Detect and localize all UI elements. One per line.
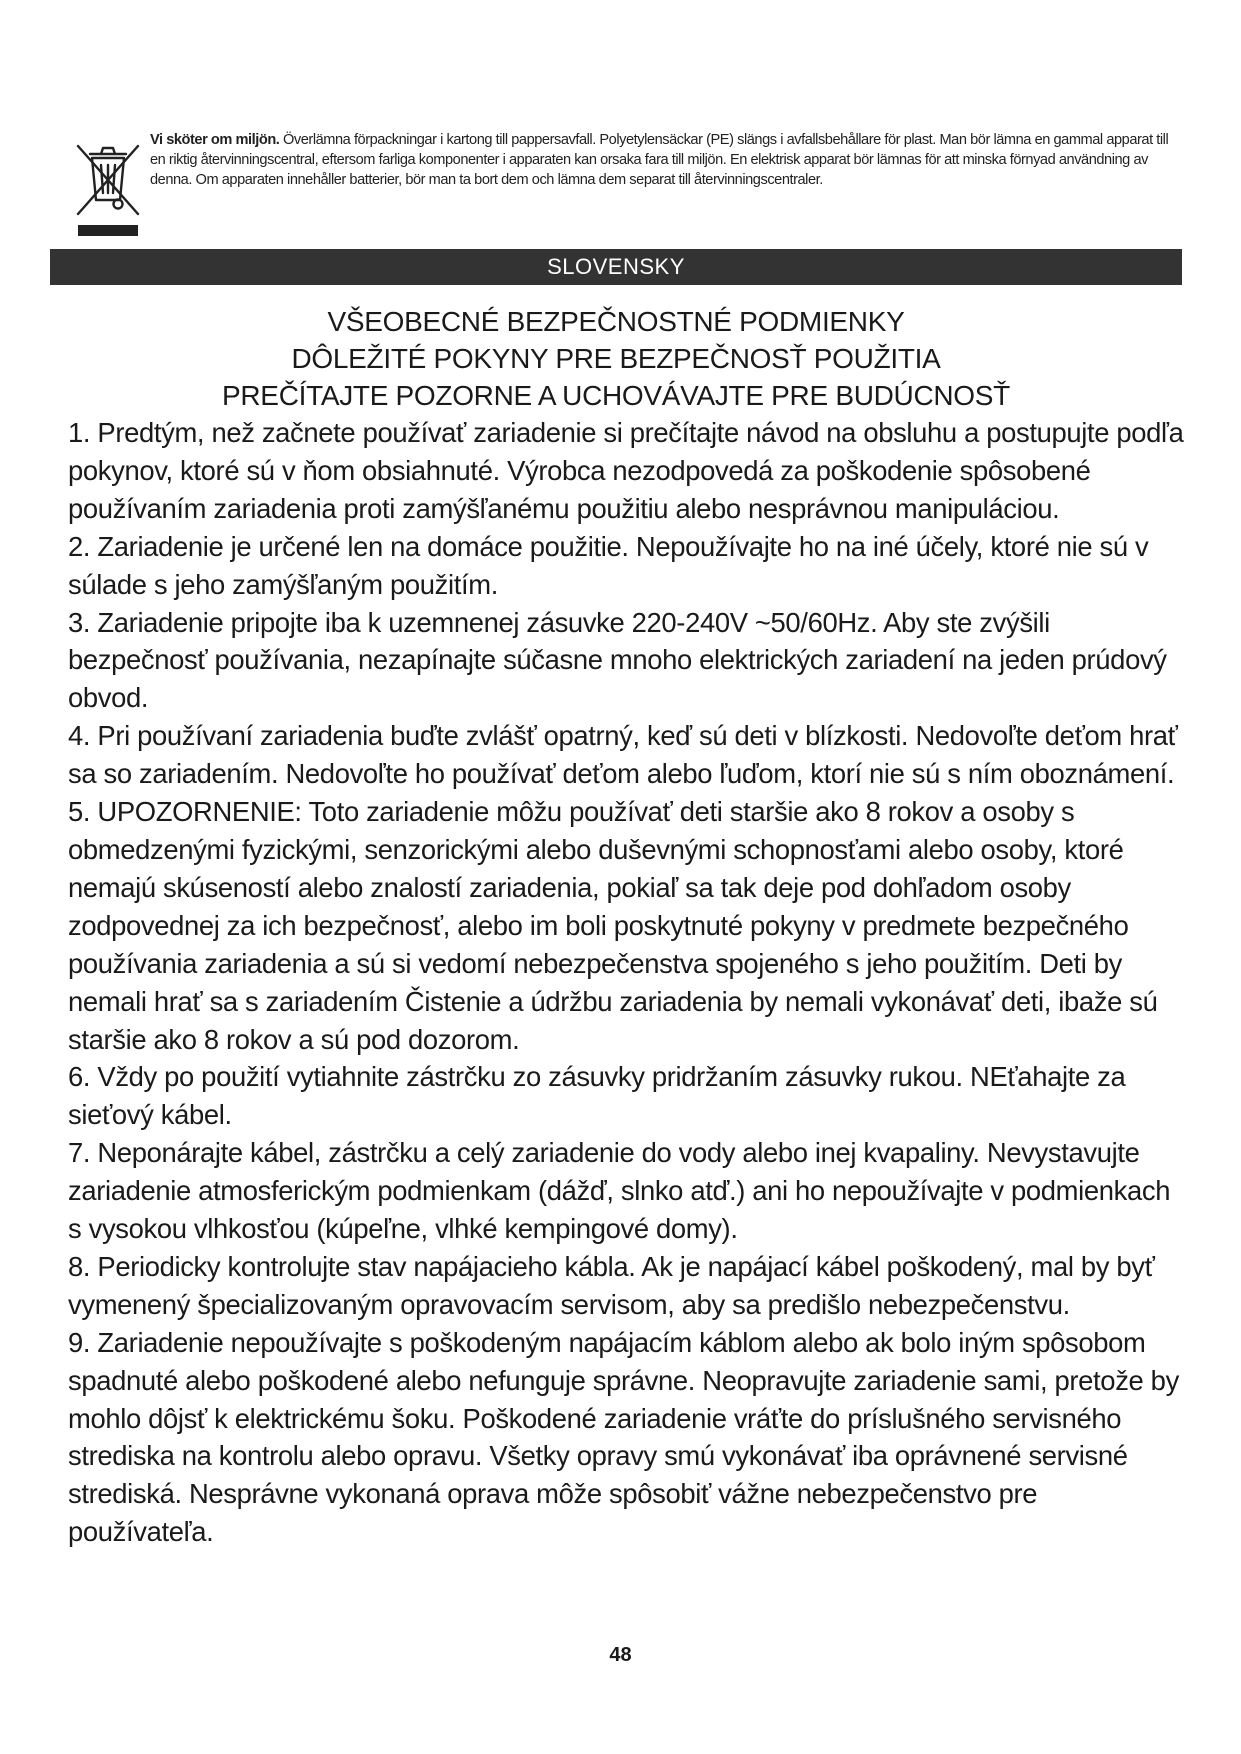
heading-general-safety: VŠEOBECNÉ BEZPEČNOSTNÉ PODMIENKY [327, 306, 905, 337]
safety-item: 1. Predtým, než začnete používať zariadenie si prečítajte návod na obsluhu a postupujte podľa pokynov, ktoré sú v ňom obsiahnuté. Výrobca nezodpovedá za poškodenie spôsobené používaním zariadenia proti zamýšľanému použitiu alebo nesprávnou manipuláciou. [68, 417, 1184, 524]
language-label: SLOVENSKY [547, 254, 685, 279]
safety-item: 8. Periodicky kontrolujte stav napájacieho kábla. Ak je napájací kábel poškodený, mal by byť vymenený špecializovaným opravovacím servisom, aby sa predišlo nebezpečenstvu. [68, 1250, 1155, 1320]
safety-item: 7. Neponárajte kábel, zástrčku a celý zariadenie do vody alebo inej kvapaliny. Nevystavujte zariadenie atmosferickým podmienkam (dážď, slnko atď.) ani ho nepoužívajte v podmienkach s vysokou vlhkosťou (kúpeľne, vlhké kempingové domy). [68, 1137, 1171, 1245]
safety-instructions-list [68, 414, 1188, 1551]
safety-item: 2. Zariadenie je určené len na domáce použitie. Nepoužívajte ho na iné účely, ktoré nie sú v súlade s jeho zamýšľaným použitím. [68, 530, 1149, 600]
weee-notice-lead: Vi sköter om miljön. [150, 132, 280, 148]
safety-item: 5. UPOZORNENIE: Toto zariadenie môžu používať deti staršie ako 8 rokov a osoby s obmedzenými fyzickými, senzorickými alebo duševnými schopnosťami alebo osoby, ktoré nemajú skúseností alebo znalostí zariadenia, pokiaľ sa tak deje pod dohľadom osoby zodpovednej za ich bezpečnosť, alebo im boli poskytnuté pokyny v predmete bezpečného používania zariadenia a sú si vedomí nebezpečenstva spojeného s jeho použitím. Deti by nemali hrať sa s zariadením Čistenie a údržbu zariadenia by nemali vykonávať deti, ibaže sú staršie ako 8 rokov a sú pod dozorom. [68, 796, 1158, 1055]
safety-item: 3. Zariadenie pripojte iba k uzemnenej zásuvke 220-240V ~50/60Hz. Aby ste zvýšili bezpečnosť používania, nezapínajte súčasne mnoho elektrických zariadení na jeden prúdový obvod. [68, 606, 1167, 714]
page-number: 48 [609, 1644, 632, 1666]
language-section-bar [50, 249, 1182, 285]
safety-item: 6. Vždy po použití vytiahnite zástrčku zo zásuvky pridržaním zásuvky rukou. NEťahajte za sieťový kábel. [68, 1061, 1126, 1131]
safety-headings [50, 303, 1182, 414]
safety-item: 9. Zariadenie nepoužívajte s poškodeným napájacím káblom alebo ak bolo iným spôsobom spadnuté alebo poškodené alebo nefunguje správne. Neopravujte zariadenie sami, pretože by mohlo dôjsť k elektrickému šoku. Poškodené zariadenie vráťte do príslušného servisného strediska na kontrolu alebo opravu. Všetky opravy smú vykonávať iba oprávnené servisné strediská. Nesprávne vykonaná oprava môže spôsobiť vážne nebezpečenstvo pre používateľa. [68, 1326, 1179, 1548]
crossed-out-wheelie-bin-icon [72, 132, 142, 242]
weee-notice [60, 122, 1182, 242]
weee-notice-body: Överlämna förpackningar i kartong till pappersavfall. Polyetylensäckar (PE) slängs i avfallsbehållare för plast. Man bör lämna en gammal apparat till en riktig återvinningscentral, eftersom farliga komponenter i apparaten kan orsaka fara till miljön. En elektrisk apparat bör lämnas för att minska förnyad användning av denna. Om apparaten innehåller batterier, bör man ta bort dem och lämna dem separat till återvinningscentraler. [150, 132, 1169, 188]
heading-read-carefully: PREČÍTAJTE POZORNE A UCHOVÁVAJTE PRE BUDÚCNOSŤ [222, 380, 1010, 411]
weee-notice-text [150, 130, 1182, 190]
safety-item: 4. Pri používaní zariadenia buďte zvlášť opatrný, keď sú deti v blízkosti. Nedovoľte deťom hrať sa so zariadením. Nedovoľte ho používať deťom alebo ľuďom, ktorí nie sú s ním oboznámení. [68, 720, 1178, 790]
heading-important-instructions: DÔLEŽITÉ POKYNY PRE BEZPEČNOSŤ POUŽITIA [291, 343, 941, 374]
